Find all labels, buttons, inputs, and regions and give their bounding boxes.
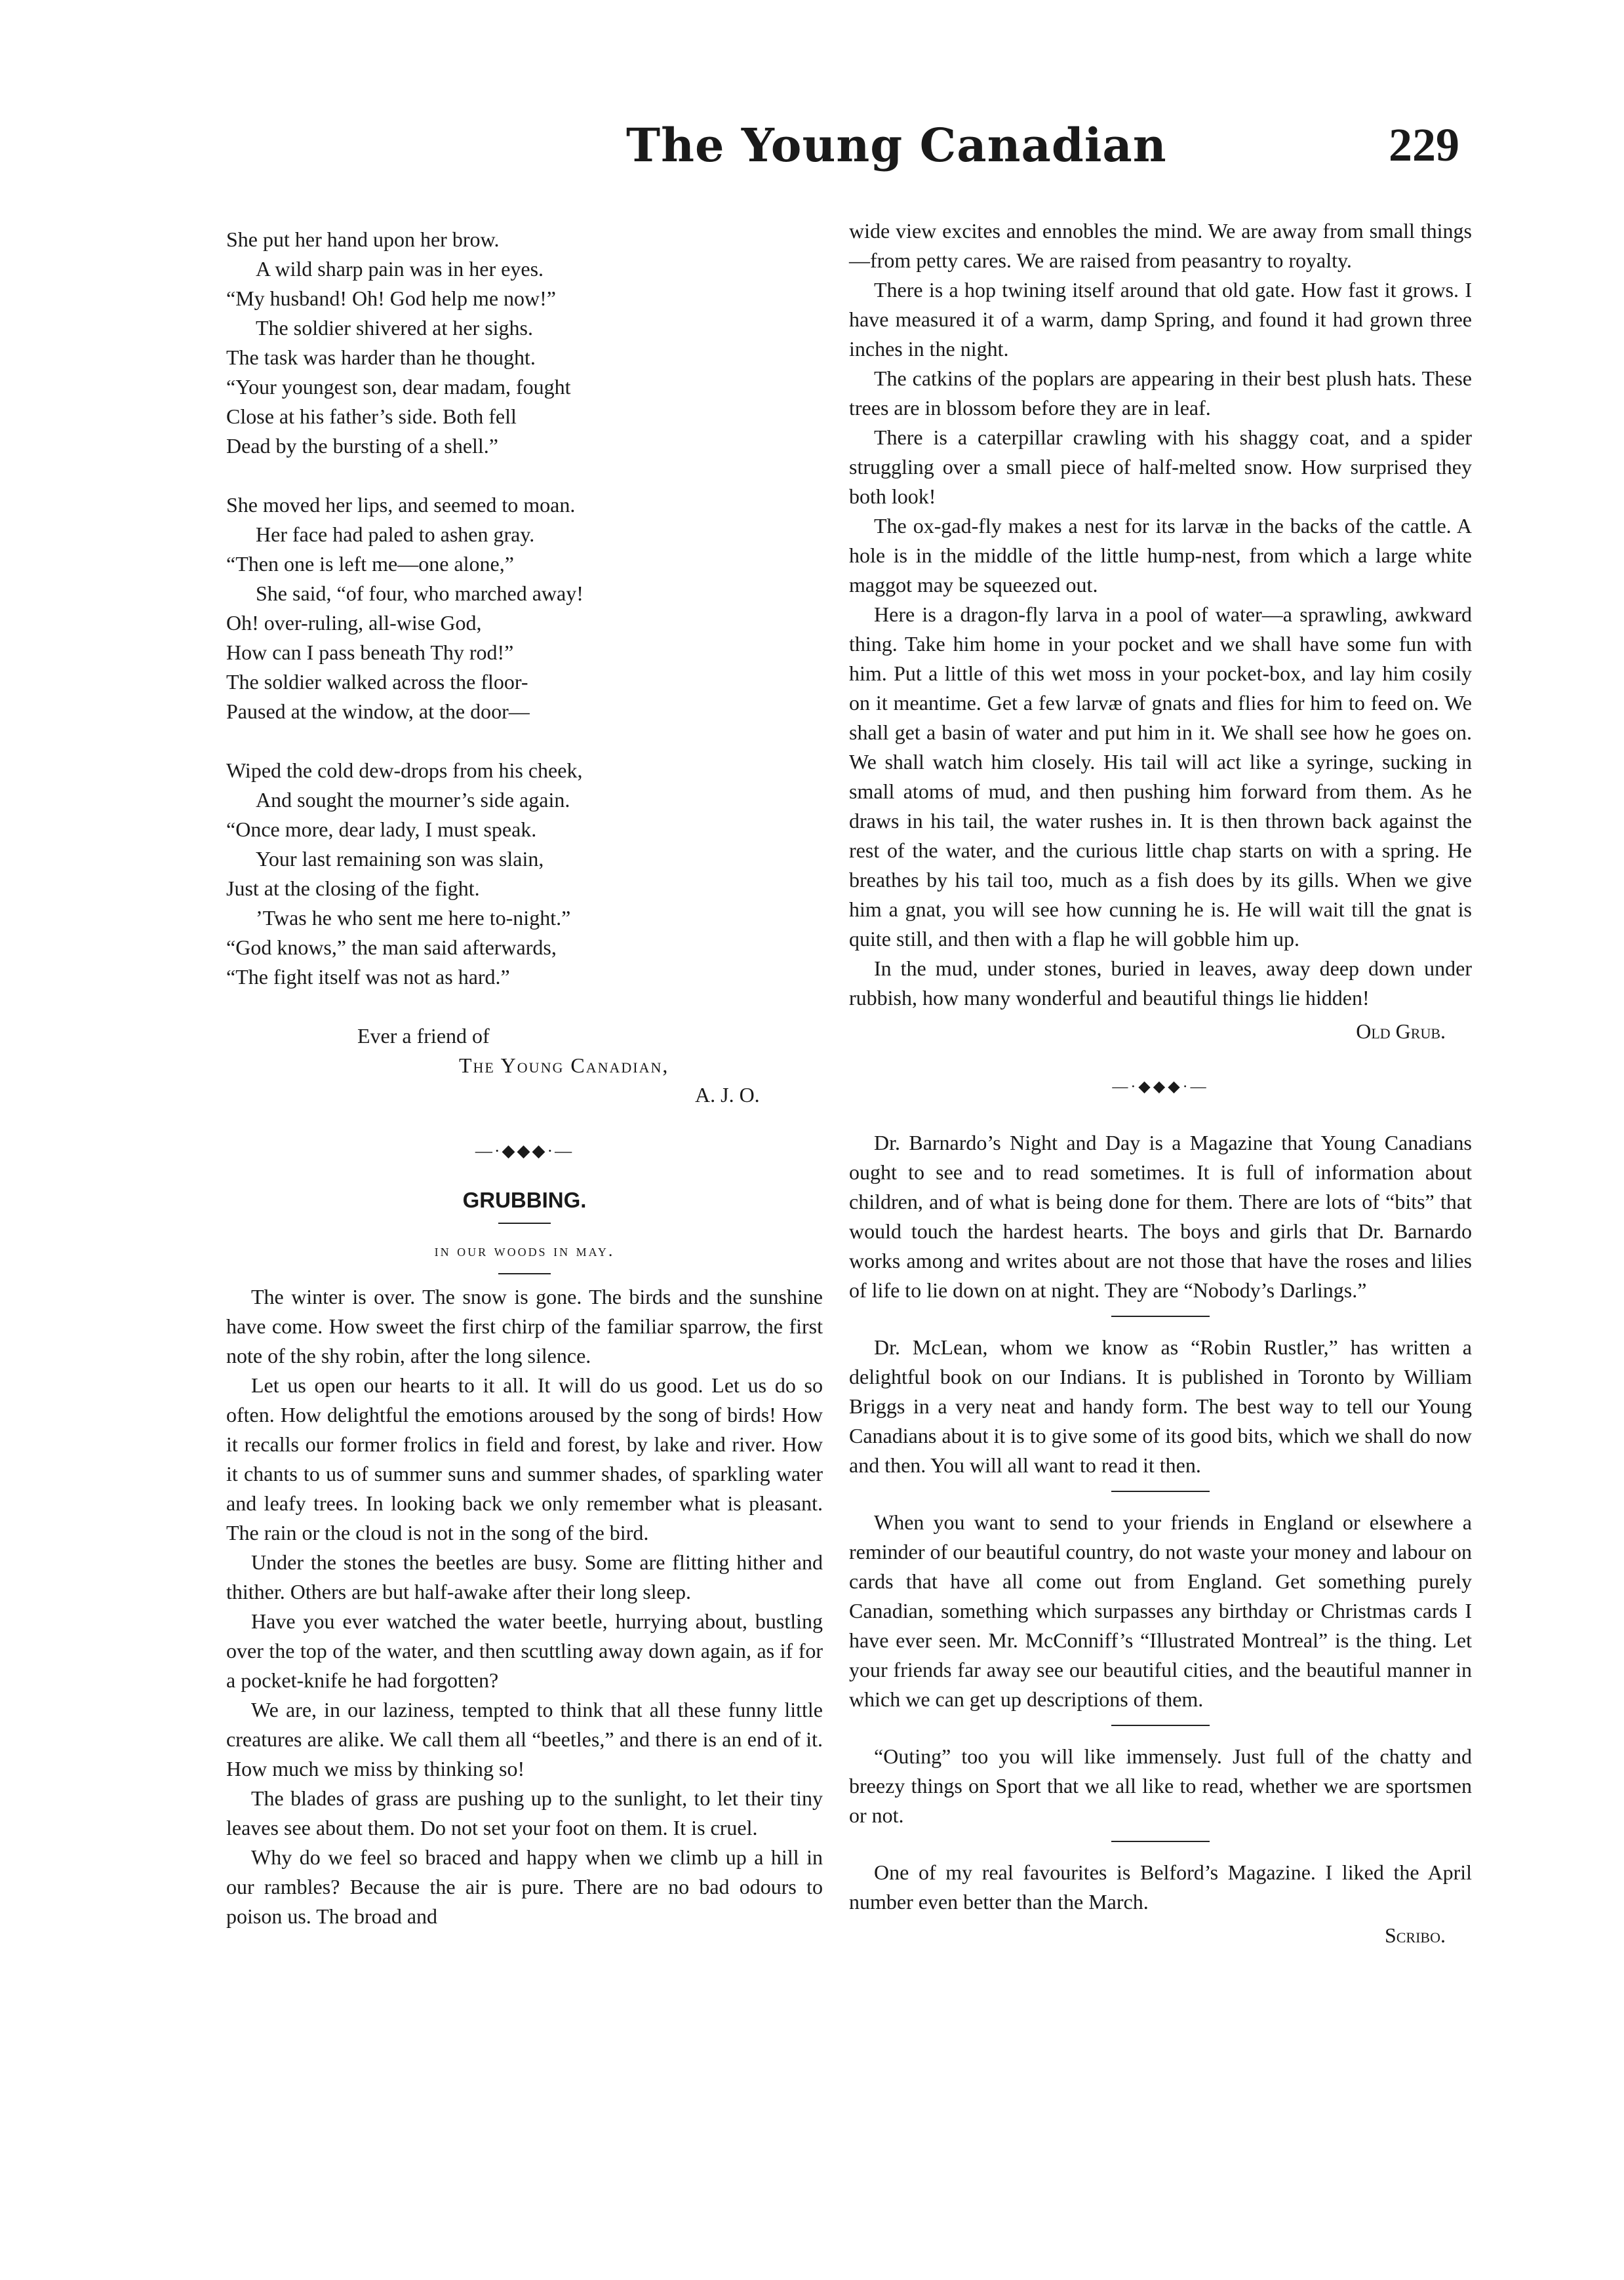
poem-line: Dead by the bursting of a shell.” xyxy=(226,434,498,458)
note-paragraph: When you want to send to your friends in England or elsewhere a reminder of our beautiful country, do not waste your money and labour on cards that have all come out from England. Get something purely Canadian, something which surpasses any birthday or Christmas cards I have ever seen. Mr. McConniff’s “Illustrated Montreal” is the thing. Let your friends far away see our beautiful cities, and the beautiful manner in which we can get up descriptions of them. xyxy=(849,1510,1472,1711)
paragraph: The ox-gad-fly makes a nest for its larvæ in the backs of the cattle. A hole is in the middle of the little hump-nest, from which a large white maggot may be squeezed out. xyxy=(849,514,1472,597)
section-ornament: —·◆◆◆·— xyxy=(475,1141,574,1160)
note-rule xyxy=(1111,1725,1210,1726)
paragraph: Under the stones the beetles are busy. Some are flitting hither and thither. Others are but half-awake after their long sleep. xyxy=(226,1550,823,1603)
note-paragraph: Dr. Barnardo’s Night and Day is a Magazine that Young Canadians ought to see and to read sometimes. It is full of information about children, and of what is being done for them. There are lots of “bits” that would touch the hardest hearts. The boys and girls that Dr. Barnardo works among and writes about are not those that have the roses and lilies of life to lie down on at night. They are “Nobody’s Darlings.” xyxy=(849,1131,1472,1302)
poem-stanza-3 xyxy=(226,756,823,992)
note-rule xyxy=(1111,1841,1210,1842)
paragraph: Why do we feel so braced and happy when we climb up a hill in our rambles? Because the air is pure. There are no bad odours to poison us. The broad and xyxy=(226,1845,823,1928)
poem-line: “My husband! Oh! God help me now!” xyxy=(226,286,556,310)
subtitle-rule xyxy=(498,1273,551,1274)
poem-stanza-1 xyxy=(226,225,823,461)
poem-line: She moved her lips, and seemed to moan. xyxy=(226,493,576,517)
paragraph: There is a hop twining itself around that old gate. How fast it grows. I have measured it of a warm, damp Spring, and found it had grown three inches in the night. xyxy=(849,278,1472,361)
right-column xyxy=(849,216,1472,1950)
poem-signature-initials: A. J. O. xyxy=(695,1083,760,1107)
notes xyxy=(849,1128,1472,1917)
notes-signoff: Scribo. xyxy=(1384,1923,1446,1947)
grubbing-signoff: Old Grub. xyxy=(1356,1019,1446,1043)
paragraph: The winter is over. The snow is gone. The birds and the sunshine have come. How sweet the first chirp of the familiar sparrow, the first note of the shy robin, after the long silence. xyxy=(226,1285,823,1367)
poem-stanza-2 xyxy=(226,490,823,726)
grubbing-continued xyxy=(849,216,1472,1013)
poem-line: She said, “of four, who marched away! xyxy=(256,581,584,605)
poem-line: “The fight itself was not as hard.” xyxy=(226,965,510,989)
poem-line: Close at his father’s side. Both fell xyxy=(226,404,517,428)
grubbing-body xyxy=(226,1282,823,1931)
title-rule xyxy=(498,1223,551,1224)
poem-line: Just at the closing of the fight. xyxy=(226,876,480,900)
poem-line: And sought the mourner’s side again. xyxy=(256,788,570,812)
poem-signature-publication: The Young Canadian, xyxy=(459,1053,669,1077)
poem-line: Oh! over-ruling, all-wise God, xyxy=(226,611,482,635)
paragraph: Here is a dragon-fly larva in a pool of water—a sprawling, awkward thing. Take him home in your pocket and we shall have some fun with him. Put a little of this wet moss in your pocket-box, and lay him cosily on it meantime. Get a few larvæ of gnats and flies for him to feed on. We shall get a basin of water and put him in it. We shall see how he goes on. We shall watch him closely. His tail will act like a syringe, sucking in small atoms of mud, and then pushing him forward from them. As he draws in his tail, the water rushes in. It is then thrown back against the rest of the water, and the curious little chap starts on with a spring. He breathes by his tail too, much as a fish does by its gills. When we give him a gnat, you will see how cunning he is. He will wait till the gnat is quite still, and then with a flap he will gobble him up. xyxy=(849,602,1472,951)
poem-line: Your last remaining son was slain, xyxy=(256,847,544,871)
poem-line: “Then one is left me—one alone,” xyxy=(226,552,514,576)
paragraph: wide view excites and ennobles the mind. We are away from small things—from petty cares. We are raised from peasantry to royalty. xyxy=(849,219,1472,272)
poem-line: Wiped the cold dew-drops from his cheek, xyxy=(226,758,583,782)
poem-line: The task was harder than he thought. xyxy=(226,345,536,369)
note-paragraph: “Outing” too you will like immensely. Just full of the chatty and breezy things on Sport that we all like to read, whether we are sportsmen or not. xyxy=(849,1744,1472,1827)
poem-signature-line: Ever a friend of xyxy=(357,1024,490,1048)
poem-line: Paused at the window, at the door— xyxy=(226,699,530,723)
running-head-title: The Young Canadian xyxy=(626,118,1167,172)
poem-line: Her face had paled to ashen gray. xyxy=(256,522,535,546)
note-paragraph: One of my real favourites is Belford’s Magazine. I liked the April number even better than the March. xyxy=(849,1860,1472,1914)
paragraph: In the mud, under stones, buried in leaves, away deep down under rubbish, how many wonderful and beautiful things lie hidden! xyxy=(849,956,1472,1010)
note-rule xyxy=(1111,1491,1210,1492)
paragraph: We are, in our laziness, tempted to think that all these funny little creatures are alike. We call them all “beetles,” and there is an end of it. How much we miss by thinking so! xyxy=(226,1698,823,1780)
page-number: 229 xyxy=(1389,119,1459,171)
paragraph: The catkins of the poplars are appearing in their best plush hats. These trees are in blossom before they are in leaf. xyxy=(849,366,1472,420)
poem-line: “Once more, dear lady, I must speak. xyxy=(226,817,537,841)
paragraph: There is a caterpillar crawling with his shaggy coat, and a spider struggling over a small piece of half-melted snow. How surprised they both look! xyxy=(849,425,1472,508)
poem-line: “Your youngest son, dear madam, fought xyxy=(226,375,571,399)
poem-line: A wild sharp pain was in her eyes. xyxy=(256,257,544,281)
left-column xyxy=(226,225,823,1931)
note-paragraph: Dr. McLean, whom we know as “Robin Rustler,” has written a delightful book on our Indians. It is published in Toronto by William Briggs in a very neat and handy form. The best way to tell our Young Canadians about it is to give some of its good bits, which we shall do now and then. You will all want to read it then. xyxy=(849,1335,1472,1477)
paragraph: Have you ever watched the water beetle, hurrying about, bustling over the top of the water, and then scuttling away down again, as if for a pocket-knife he had forgotten? xyxy=(226,1609,823,1692)
poem-line: The soldier shivered at her sighs. xyxy=(256,316,533,340)
poem-line: She put her hand upon her brow. xyxy=(226,227,500,251)
paragraph: Let us open our hearts to it all. It will do us good. Let us do so often. How delightful the emotions aroused by the song of birds! How it recalls our former frolics in field and forest, by lake and river. How it chants to us of summer suns and summer shades, of sparkling water and leafy trees. In looking back we only remember what is pleasant. The rain or the cloud is not in the song of the bird. xyxy=(226,1373,823,1544)
poem-line: “God knows,” the man said afterwards, xyxy=(226,935,557,959)
article-title: GRUBBING. xyxy=(462,1188,587,1212)
article-subtitle: in our woods in may. xyxy=(434,1241,615,1260)
poem-line: The soldier walked across the floor- xyxy=(226,670,528,694)
poem-line: ’Twas he who sent me here to-night.” xyxy=(256,906,571,930)
paragraph: The blades of grass are pushing up to the sunlight, to let their tiny leaves see about them. Do not set your foot on them. It is cruel. xyxy=(226,1786,823,1839)
poem-line: How can I pass beneath Thy rod!” xyxy=(226,640,514,664)
note-rule xyxy=(1111,1316,1210,1317)
section-ornament: —·◆◆◆·— xyxy=(1112,1078,1209,1095)
poem xyxy=(226,225,823,1110)
